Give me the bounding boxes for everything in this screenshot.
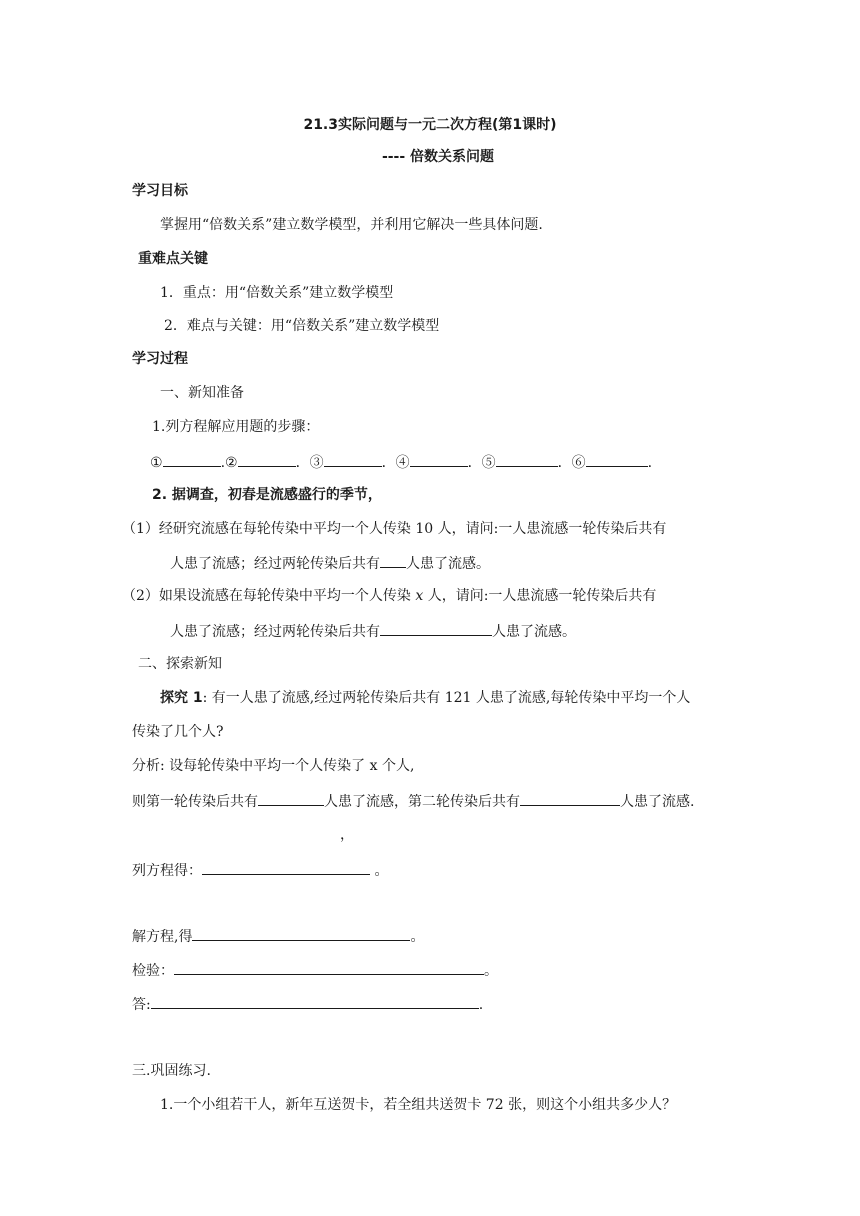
answer-blank[interactable] [520, 791, 620, 806]
section-1-heading: 一、新知准备 [160, 385, 244, 401]
punctuation: 。 [410, 929, 425, 945]
punctuation: 。 [370, 863, 389, 879]
step-marker: ．⑤ [467, 455, 496, 471]
step-marker: ．③ [295, 455, 324, 471]
explore-label: 探究 1 [160, 690, 203, 706]
solve-label: 解方程,得 [132, 929, 193, 945]
check-line [132, 960, 498, 980]
answer-blank[interactable] [380, 621, 492, 636]
equation-label: 列方程得： [132, 863, 202, 879]
analysis-line-2 [132, 791, 694, 811]
key-points-heading: 重难点关键 [138, 251, 208, 267]
answer-blank[interactable] [163, 452, 221, 467]
question-text: 人患了流感；经过两轮传染后共有 [170, 556, 380, 572]
answer-label: 答: [132, 997, 151, 1013]
process-heading: 学习过程 [132, 351, 188, 367]
step-marker: ．⑥ [557, 455, 586, 471]
question-2: 2. 据调查，初春是流感盛行的季节， [152, 487, 382, 503]
answer-blank[interactable] [202, 860, 370, 875]
answer-blank[interactable] [586, 452, 648, 467]
equation-line [132, 860, 388, 880]
section-3-heading: 三.巩固练习. [132, 1063, 211, 1079]
question-text: 人，请问:一人患流感一轮传染后共有 [423, 588, 657, 604]
answer-blank[interactable] [258, 791, 324, 806]
question-2-1: （1）经研究流感在每轮传染中平均一个人传染 10 人，请问:一人患流感一轮传染后共有 [122, 521, 667, 537]
punctuation: . [478, 997, 484, 1013]
question-2-1-cont [170, 553, 490, 573]
check-label: 检验： [132, 963, 174, 979]
key-point-1: 1．重点：用“倍数关系”建立数学模型 [160, 285, 394, 301]
explore-1-cont: 传染了几个人? [132, 724, 224, 740]
explore-text: : 有一人患了流感,经过两轮传染后共有 121 人患了流感,每轮传染中平均一个人 [202, 690, 691, 706]
answer-blank[interactable] [380, 553, 406, 568]
stray-comma: ， [340, 827, 354, 843]
solve-line [132, 926, 424, 946]
steps-row [150, 452, 652, 472]
answer-blank[interactable] [410, 452, 468, 467]
page-subtitle: ---- 倍数关系问题 [381, 149, 495, 165]
practice-1: 1.一个小组若干人，新年互送贺卡，若全组共送贺卡 72 张，则这个小组共多少人？ [160, 1097, 677, 1113]
section-2-heading: 二、探索新知 [138, 656, 222, 672]
question-2-2-cont [170, 621, 576, 641]
variable-x: x [415, 588, 424, 604]
objectives-text: 掌握用“倍数关系”建立数学模型，并利用它解决一些具体问题. [160, 217, 543, 233]
step-marker: ① [150, 455, 163, 471]
explore-1 [160, 689, 690, 707]
analysis-text: 人患了流感. [620, 794, 695, 810]
answer-blank[interactable] [324, 452, 382, 467]
answer-blank[interactable] [174, 960, 484, 975]
step-marker: . [647, 455, 653, 471]
page-title: 21.3实际问题与一元二次方程(第1课时) [303, 117, 557, 133]
answer-blank[interactable] [238, 452, 296, 467]
step-marker: .② [220, 455, 238, 471]
step-marker: ．④ [381, 455, 410, 471]
question-2-2 [122, 587, 656, 605]
question-text: 人患了流感；经过两轮传染后共有 [170, 624, 380, 640]
question-text: （2）如果设流感在每轮传染中平均一个人传染 [122, 588, 416, 604]
question-1: 1.列方程解应用题的步骤： [152, 419, 320, 435]
key-point-2: 2．难点与关键：用“倍数关系”建立数学模型 [164, 318, 440, 334]
question-text: 人患了流感。 [492, 624, 576, 640]
analysis-text: 则第一轮传染后共有 [132, 794, 258, 810]
answer-line [132, 994, 483, 1014]
analysis-line: 分析: 设每轮传染中平均一个人传染了 x 个人, [132, 758, 415, 774]
answer-blank[interactable] [496, 452, 558, 467]
analysis-text: 人患了流感，第二轮传染后共有 [324, 794, 520, 810]
question-text: 人患了流感。 [406, 556, 490, 572]
answer-blank[interactable] [151, 994, 479, 1009]
objectives-heading: 学习目标 [132, 183, 188, 199]
answer-blank[interactable] [192, 926, 410, 941]
punctuation: 。 [484, 963, 498, 979]
